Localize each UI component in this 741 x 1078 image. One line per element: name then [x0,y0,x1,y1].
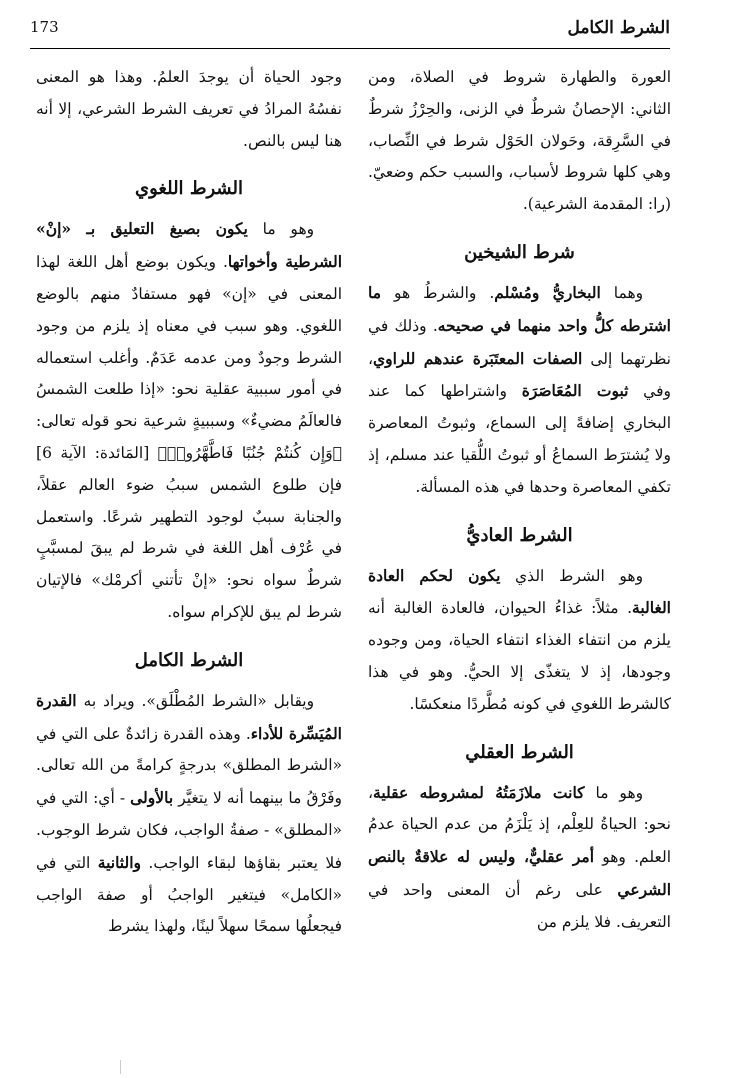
paragraph: وهما البخاريُّ ومُسْلم. والشرطُ هو ما اشترطه كلُّ واحد منهما في صحيحه. وذلك في نظرتهما إلى الصفات المعتَبَرة عندهم للراوي، وفي ثبوت المُعَاصَرَة واشتراطها كما عند البخاري إضافةً إلى السماع، وثبوتُ المعاصرة ولا يُشترَط السماعُ أو ثبوتُ اللُّقيا عند مسلم، إذ تكفي المعاصرة وحدها في هذه المسألة. [368,282,671,496]
scan-mark [120,1060,121,1074]
section-heading: شرط الشيخين [464,241,575,263]
paragraph: وهو ما كانت ملازَمَتُهُ لمشروطه عقلية، نحو: الحياةُ للعِلْم، إذ يَلْزَمُ من عدم الحياة عدمُ العلم. وهو أمر عقليٌّ، وليس له علاقةٌ بالنص الشرعي على رغم أن المعنى واحد في التعريف. فلا يلزم من [368,782,671,931]
page-number: 173 [30,18,59,36]
left-column [36,62,342,943]
header-rule [30,48,670,49]
section-heading: الشرط الكامل [134,649,244,671]
paragraph: وهو ما يكون بصيغ التعليق بـ «إنْ» الشرطية وأخواتها. ويكون بوضع أهل اللغة لهذا المعنى في «إن» فهو مستفادٌ منهم بالوضع اللغوي. وهو سبب في معناه إذ يلزم من وجود الشرط وجودٌ ومن عدمه عَدَمٌ. وأغلب استعماله في أمور سببية عقلية نحو: «إذا طلعت الشمسُ فالعالَمُ مضيءٌ» وسببيةٍ شرعية نحو قوله تعالى: ﴿وَإِن كُنتُمْ جُنُبًا فَاطَّهَّرُوا۟﴾ [المَائدة: الآية 6] فإن طلوع الشمس سببُ ضوء العالم عقلاً، والجنابة سببٌ لوجود التطهير شرعًا. واستعمل في عُرْف أهل اللغة في شرط لم يبقَ لمسبَّبٍ شرطٌ سواه نحو: «إنْ تأتني أكرمْك» فالإتيان شرط لم يبق للإكرام سواه. [36,219,342,621]
section-heading: الشرط العقلي [465,741,574,763]
page-header [30,18,670,48]
paragraph: العورة والطهارة شروط في الصلاة، ومن الثاني: الإحصانُ شرطٌ في الزنى، والحِرْزُ شرطٌ في السَّرِقة، وحَولان الحَوْل شرط في النِّصاب، وهي كلها شروط لأسباب، والسبب حكم وضعيّ. (را: المقدمة الشرعية). [368,68,671,214]
section-heading: الشرط العاديُّ [466,524,573,546]
paragraph: وهو الشرط الذي يكون لحكم العادة الغالبة. مثلاً: غذاءُ الحيوان، فالعادة الغالبة أنه يلزم من انتفاء الغذاء انتفاء الحياة، ومن وجوده وجودها، إذ لا يتغذّى إلا الحيُّ. وهو في هذا كالشرط اللغوي في كونه مُطَّردًا منعكسًا. [368,565,671,713]
paragraph: وجود الحياة أن يوجدَ العلمُ. وهذا هو المعنى نفسُهُ المرادُ في تعريف الشرط الشرعي، إلا أنه هنا ليس بالنص. [36,68,342,150]
right-column [368,62,671,939]
running-title: الشرط الكامل [567,18,670,38]
section-heading: الشرط اللغوي [135,178,243,200]
paragraph: ويقابل «الشرط المُطْلَق». ويراد به القدرة المُيَسِّرة للأداء. وهذه القدرة زائدةٌ على التي في «الشرط المطلق» بدرجةٍ كرامةً من الله تعالى. وفَرْقُ ما بينهما أنه لا يتغيَّر بالأولى - أي: التي في «المطلق» - صفةُ الواجب، فكان شرط الوجوب. فلا يعتبر بقاؤها لبقاء الواجب. والثانية التي في «الكامل» فيتغير الواجبُ أو صفة الواجب فيجعلُها سمحًا سهلاً لينًا، ولهذا يشرط [36,690,343,936]
